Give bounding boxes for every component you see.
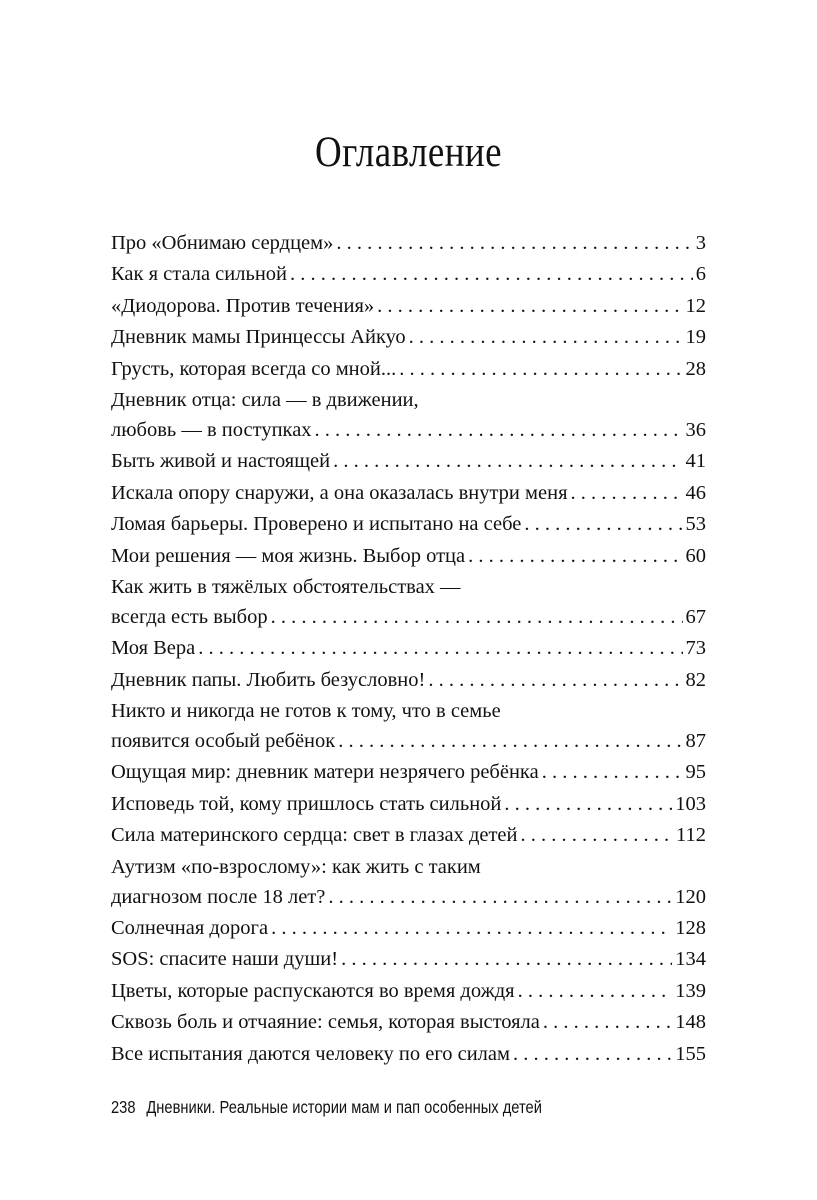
toc-entry-page-number: 19 <box>685 326 706 349</box>
toc-entry-page-number: 155 <box>675 1042 706 1065</box>
toc-entry-row <box>111 944 706 974</box>
toc-entry[interactable] <box>111 291 706 321</box>
toc-entry-row <box>111 913 706 943</box>
toc-entry-page-number: 46 <box>685 481 706 504</box>
toc-entry-page-number: 53 <box>685 513 706 536</box>
toc-entry-row <box>111 789 706 819</box>
toc-entry-title-line: Никто и никогда не готов к тому, что в семье <box>111 700 501 723</box>
toc-entry[interactable] <box>111 322 706 352</box>
toc-entry[interactable] <box>111 1039 706 1069</box>
dot-leader <box>518 976 673 1006</box>
toc-entry[interactable] <box>111 913 706 943</box>
toc-entry[interactable] <box>111 633 706 663</box>
toc-entry-title: Сила материнского сердца: свет в глазах детей <box>111 824 518 847</box>
toc-entry-title: Моя Вера <box>111 637 196 660</box>
toc-entry-row <box>111 882 706 912</box>
toc-entry-row <box>111 509 706 539</box>
toc-entry-page-number: 87 <box>685 730 706 753</box>
dot-leader <box>524 509 682 539</box>
toc-entry[interactable] <box>111 385 706 445</box>
toc-entry-page-number: 73 <box>685 637 706 660</box>
toc-entry-row <box>111 602 706 632</box>
dot-leader <box>377 291 682 321</box>
toc-entry-row <box>111 976 706 1006</box>
toc-entry[interactable] <box>111 541 706 571</box>
dot-leader <box>521 820 673 850</box>
toc-entry-row <box>111 541 706 571</box>
toc-entry-row <box>111 228 706 258</box>
toc-entry-title: Все испытания даются человеку по его силам <box>111 1042 510 1065</box>
toc-entry[interactable] <box>111 665 706 695</box>
toc-entry[interactable] <box>111 1007 706 1037</box>
toc-entry-title: появится особый ребёнок <box>111 730 336 753</box>
dot-leader <box>336 228 692 258</box>
dot-leader <box>328 882 672 912</box>
toc-entry-row <box>111 757 706 787</box>
toc-entry-page-number: 6 <box>695 263 706 286</box>
toc-entry-title: Мои решения — моя жизнь. Выбор отца <box>111 544 466 567</box>
toc-entry[interactable] <box>111 820 706 850</box>
toc-entry-title-line: Как жить в тяжёлых обстоятельствах — <box>111 575 461 598</box>
dot-leader <box>468 541 682 571</box>
toc-entry-title: Цветы, которые распускаются во время дождя <box>111 979 515 1002</box>
toc-entry-row <box>111 665 706 695</box>
toc-entry-page-number: 134 <box>675 948 706 971</box>
toc-entry-title: Искала опору снаружи, а она оказалась внутри меня <box>111 481 568 504</box>
dot-leader <box>271 602 683 632</box>
toc-entry-page-number: 41 <box>685 450 706 473</box>
toc-entry[interactable] <box>111 976 706 1006</box>
toc-entry-row <box>111 322 706 352</box>
toc-entry-row <box>111 1039 706 1069</box>
toc-entry-title: Ощущая мир: дневник матери незрячего ребёнка <box>111 761 539 784</box>
dot-leader <box>338 726 682 756</box>
dot-leader <box>409 322 683 352</box>
toc-entry-row <box>111 291 706 321</box>
toc-entry[interactable] <box>111 354 706 384</box>
toc-entry-page-number: 28 <box>685 357 706 380</box>
toc-entry-row <box>111 726 706 756</box>
toc-entry-page-number: 103 <box>675 792 706 815</box>
toc-entry-title: Дневник папы. Любить безусловно! <box>111 668 426 691</box>
toc-entry-title: Солнечная дорога <box>111 917 269 940</box>
toc-entry-title: Дневник мамы Принцессы Айкуо <box>111 326 406 349</box>
toc-entry-title: Грусть, которая всегда со мной... <box>111 357 397 380</box>
toc-entry-row <box>111 446 706 476</box>
toc-entry[interactable] <box>111 259 706 289</box>
toc-entry-title: диагнозом после 18 лет? <box>111 885 326 908</box>
toc-entry-page-number: 36 <box>685 418 706 441</box>
toc-entry-row <box>111 415 706 445</box>
toc-entry-title: Как я стала сильной <box>111 263 288 286</box>
toc-entry-title: «Диодорова. Против течения» <box>111 294 375 317</box>
dot-leader <box>315 415 683 445</box>
toc-entry-page-number: 128 <box>675 917 706 940</box>
dot-leader <box>341 944 672 974</box>
toc-entry-row <box>111 633 706 663</box>
dot-leader <box>399 354 682 384</box>
table-of-contents <box>111 228 706 1070</box>
dot-leader <box>543 1007 672 1037</box>
footer-page-number: 238 <box>111 1097 136 1117</box>
toc-entry-page-number: 3 <box>695 232 706 254</box>
page-title: Оглавление <box>314 128 502 176</box>
toc-entry[interactable] <box>111 572 706 632</box>
dot-leader <box>428 665 682 695</box>
dot-leader <box>333 446 682 476</box>
toc-entry[interactable] <box>111 944 706 974</box>
dot-leader <box>571 478 683 508</box>
dot-leader <box>542 757 683 787</box>
toc-entry-title: SOS: спасите наши души! <box>111 948 339 971</box>
toc-entry[interactable] <box>111 478 706 508</box>
dot-leader <box>513 1039 672 1069</box>
toc-entry-title: любовь — в поступках <box>111 418 312 441</box>
dot-leader <box>198 633 682 663</box>
toc-entry-title: Быть живой и настоящей <box>111 450 331 473</box>
toc-entry[interactable] <box>111 696 706 756</box>
footer-running-title: Дневники. Реальные истории мам и пап особенных детей <box>146 1097 542 1117</box>
toc-entry-page-number: 148 <box>675 1011 706 1034</box>
dot-leader <box>271 913 672 943</box>
toc-entry-title: Исповедь той, кому пришлось стать сильной <box>111 792 502 815</box>
page-footer <box>111 1096 542 1118</box>
toc-entry[interactable] <box>111 228 706 258</box>
toc-entry-row <box>111 478 706 508</box>
toc-entry[interactable] <box>111 446 706 476</box>
toc-entry-title: Про «Обнимаю сердцем» <box>111 232 334 254</box>
toc-entry-page-number: 112 <box>676 824 706 847</box>
dot-leader <box>504 789 672 819</box>
toc-entry-row <box>111 259 706 289</box>
toc-entry[interactable] <box>111 852 706 912</box>
toc-entry[interactable] <box>111 757 706 787</box>
toc-entry[interactable] <box>111 509 706 539</box>
toc-entry-page-number: 82 <box>685 668 706 691</box>
toc-entry-row <box>111 354 706 384</box>
toc-entry-title: всегда есть выбор <box>111 605 268 628</box>
toc-entry-page-number: 139 <box>675 979 706 1002</box>
dot-leader <box>290 259 693 289</box>
toc-entry-title: Ломая барьеры. Проверено и испытано на себе <box>111 513 522 536</box>
toc-entry-page-number: 67 <box>685 605 706 628</box>
toc-entry-title-line: Дневник отца: сила — в движении, <box>111 388 419 411</box>
toc-entry[interactable] <box>111 789 706 819</box>
toc-entry-page-number: 120 <box>675 885 706 908</box>
toc-entry-page-number: 12 <box>685 294 706 317</box>
toc-entry-row <box>111 1007 706 1037</box>
toc-entry-row <box>111 820 706 850</box>
toc-entry-page-number: 95 <box>685 761 706 784</box>
toc-entry-page-number: 60 <box>685 544 706 567</box>
toc-entry-title-line: Аутизм «по-взрослому»: как жить с таким <box>111 855 481 878</box>
toc-entry-title: Сквозь боль и отчаяние: семья, которая выстояла <box>111 1011 540 1034</box>
